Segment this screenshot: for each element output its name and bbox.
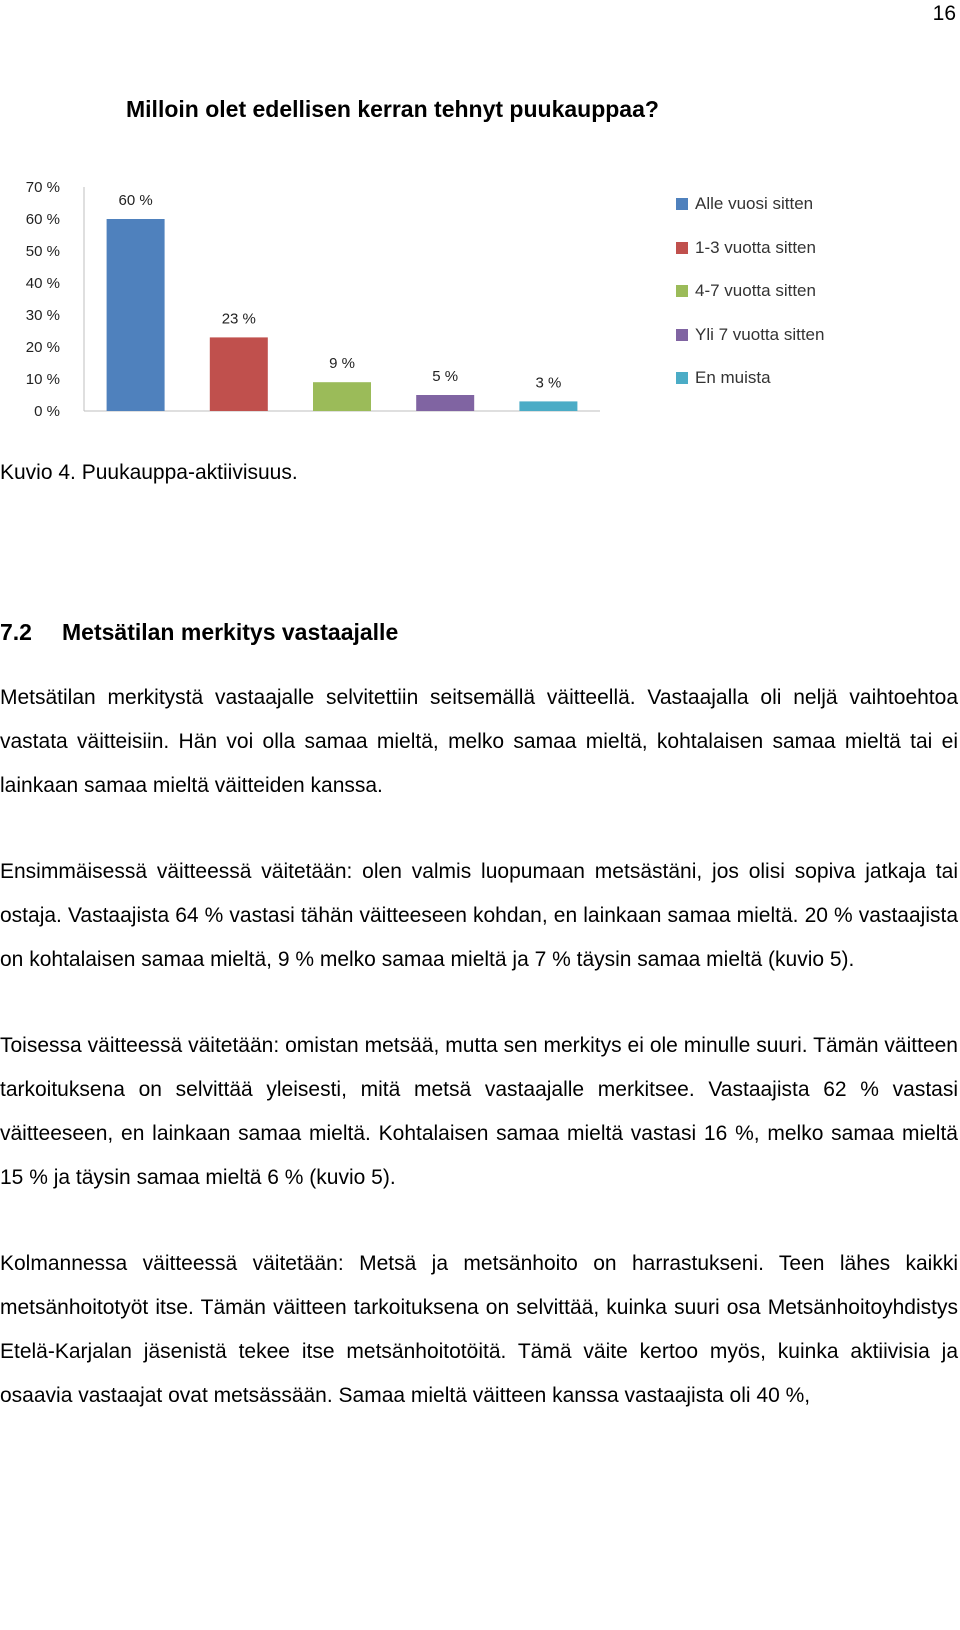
y-tick-label: 60 %	[25, 211, 60, 228]
paragraph: Ensimmäisessä väitteessä väitetään: olen valmis luopumaan metsästäni, jos olisi sopiva jatkaja tai ostaja. Vastaajista 64 % vastasi tähän väitteeseen kohdan, en lainkaan samaa mieltä. 20 % vastaajista on kohtalaisen samaa mieltä, 9 % melko samaa mieltä ja 7 % täysin samaa mieltä (kuvio 5).	[0, 860, 958, 971]
data-label: 3 %	[535, 374, 562, 392]
y-tick-label: 70 %	[25, 179, 60, 196]
figure-caption: Kuvio 4. Puukauppa-aktiivisuus.	[0, 461, 298, 484]
legend-item	[676, 325, 824, 369]
chart-title: Milloin olet edellisen kerran tehnyt puukauppaa?	[126, 96, 659, 122]
bar	[416, 395, 474, 411]
data-label: 60 %	[118, 192, 153, 209]
data-labels	[118, 192, 561, 391]
y-tick-label: 50 %	[25, 243, 60, 260]
legend-item	[676, 238, 824, 282]
bars	[107, 219, 578, 411]
data-label: 5 %	[432, 368, 459, 385]
legend-label: 1-3 vuotta sitten	[695, 237, 816, 257]
paragraph: Kolmannessa väitteessä väitetään: Metsä ja metsänhoito on harrastukseni. Teen lähes kaikki metsänhoitotyöt itse. Tämän väitteen tarkoituksena on selvittää, kuinka suuri osa Metsänhoitoyhdistys Etelä-Karjalan jäsenistä tekee itse metsänhoitotöitä. Tämä väite kertoo myös, kuinka aktiivisia ja osaavia vastaajat ovat metsässään. Samaa mieltä väitteen kanssa vastaajista oli 40 %,	[0, 1252, 958, 1407]
section-number: 7.2	[0, 619, 32, 645]
legend-item	[676, 281, 824, 325]
body-text	[0, 676, 958, 1460]
bar	[313, 382, 371, 411]
legend-swatch	[676, 285, 688, 297]
bar-chart	[0, 175, 640, 445]
y-tick-label: 40 %	[25, 275, 60, 292]
legend-label: Yli 7 vuotta sitten	[695, 324, 825, 344]
legend-item	[676, 194, 824, 238]
legend-item	[676, 368, 824, 412]
page-number: 16	[932, 2, 956, 25]
chart-legend	[676, 194, 824, 412]
paragraph: Metsätilan merkitystä vastaajalle selvitettiin seitsemällä väitteellä. Vastaajalla oli neljä vaihtoehtoa vastata väitteisiin. Hän voi olla samaa mieltä, melko samaa mieltä, kohtalaisen samaa mieltä tai ei lainkaan samaa mieltä väitteiden kanssa.	[0, 686, 958, 797]
bar	[107, 219, 165, 411]
paragraph: Toisessa väitteessä väitetään: omistan metsää, mutta sen merkitys ei ole minulle suuri. Tämän väitteen tarkoituksena on selvittää yleisesti, mitä metsä vastaajalle merkitsee. Vastaajista 62 % vastasi väitteeseen, en lainkaan samaa mieltä. Kohtalaisen samaa mieltä vastasi 16 %, melko samaa mieltä 15 % ja täysin samaa mieltä 6 % (kuvio 5).	[0, 1034, 958, 1189]
bar	[519, 401, 577, 411]
legend-label: En muista	[695, 368, 771, 387]
data-label: 23 %	[221, 310, 256, 328]
section-title: Metsätilan merkitys vastaajalle	[62, 619, 399, 645]
y-tick-label: 30 %	[25, 307, 60, 324]
section-heading	[0, 619, 398, 646]
y-axis-ticks	[26, 179, 60, 420]
y-tick-label: 20 %	[25, 339, 60, 356]
legend-swatch	[676, 242, 688, 254]
y-tick-label: 0 %	[34, 403, 60, 420]
bar	[210, 337, 268, 411]
legend-label: Alle vuosi sitten	[695, 194, 814, 213]
legend-label: 4-7 vuotta sitten	[695, 281, 816, 300]
legend-swatch	[676, 198, 688, 210]
legend-swatch	[676, 372, 688, 384]
y-tick-label: 10 %	[25, 371, 60, 388]
legend-swatch	[676, 329, 688, 341]
data-label: 9 %	[329, 355, 355, 373]
